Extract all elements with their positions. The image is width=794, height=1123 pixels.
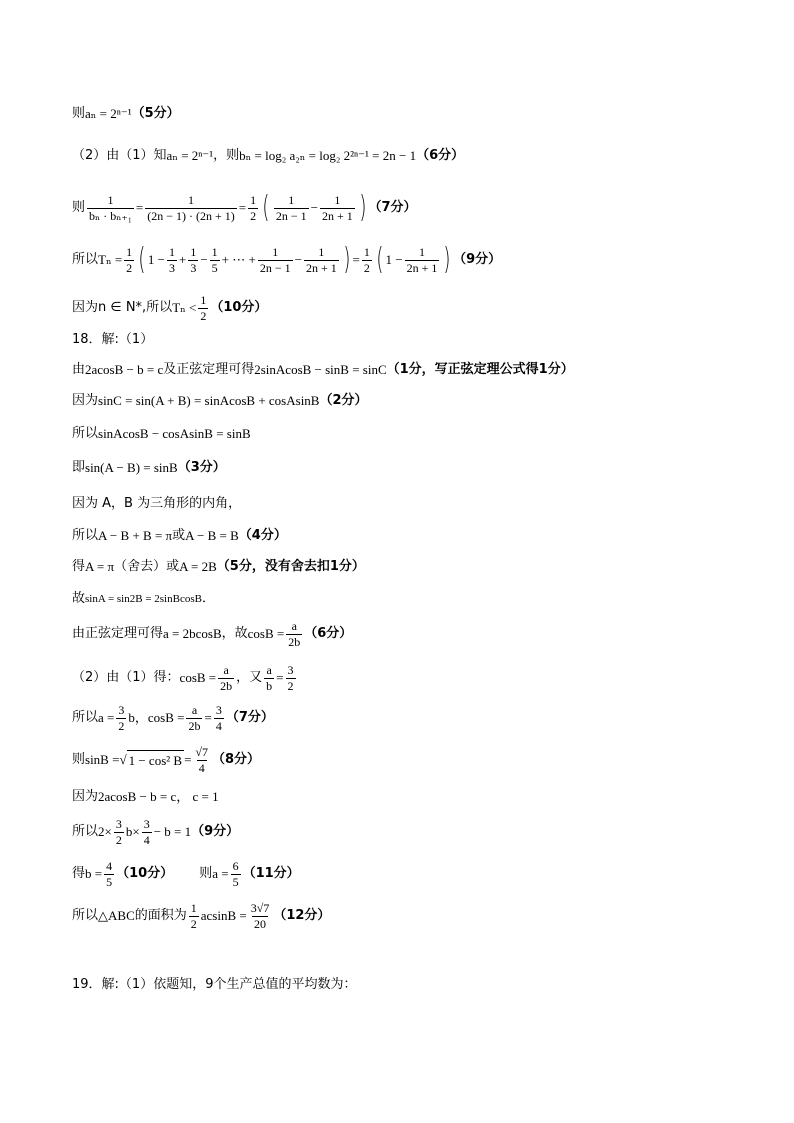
score: （5分）	[131, 106, 180, 121]
text: 所以	[72, 824, 99, 839]
q18-line-9	[72, 616, 352, 652]
fraction: $\frac{1}{2n - 1}$	[259, 244, 291, 275]
fraction: $\frac{4}{5}$	[106, 858, 113, 889]
text: 因为	[72, 789, 99, 804]
equals: =	[204, 710, 212, 725]
q18-part2-line-6	[72, 856, 300, 892]
score: （11分）	[242, 866, 300, 881]
math: a =	[98, 710, 115, 725]
score: （5分，没有舍去扣1分）	[216, 559, 365, 574]
text: 由	[72, 362, 86, 377]
math: − b = 1	[153, 824, 192, 839]
minus: −	[200, 252, 208, 267]
math: 1 −	[385, 252, 403, 267]
text: 因为 A，B 为三角形的内角，	[72, 496, 242, 511]
score: （7分）	[368, 200, 417, 215]
equals: =	[184, 752, 192, 767]
math: bₙ = log₂ a₂ₙ = log₂ 2²ⁿ⁻¹ = 2n − 1	[239, 148, 417, 163]
fraction: $\frac{1}{2n + 1}$	[321, 192, 353, 223]
fraction: $\frac{3}{4}$	[215, 702, 222, 733]
math: cosB =	[179, 670, 217, 685]
minus: −	[294, 252, 302, 267]
text: 所以	[72, 528, 99, 543]
score: （2分）	[319, 393, 368, 408]
equals: =	[276, 670, 284, 685]
text: ，故	[221, 626, 248, 641]
plus: +	[178, 252, 187, 267]
q18-line-4	[72, 458, 226, 478]
text: 得	[72, 559, 86, 574]
q18-part2-line-4	[72, 787, 219, 807]
q18-part2-line-2	[72, 700, 274, 736]
line-tn-sum	[72, 240, 501, 280]
math: △ABC	[98, 908, 135, 923]
fraction: $\frac{1}{2}$	[126, 244, 133, 275]
math: b =	[85, 866, 103, 881]
paren: (	[262, 190, 270, 225]
text: （2）由（1）知	[72, 148, 167, 163]
math: 2acosB − b = c， c = 1	[98, 789, 219, 804]
text: 所以	[72, 252, 99, 267]
fraction: $\frac{3√7}{20}$	[250, 900, 270, 931]
math: b，	[128, 710, 148, 725]
question-19-heading	[72, 975, 356, 995]
equals: =	[352, 252, 360, 267]
score: （6分）	[416, 148, 465, 163]
score: （7分）	[225, 710, 274, 725]
text: 所以	[72, 426, 99, 441]
math: aₙ = 2ⁿ⁻¹	[85, 106, 132, 121]
math: 2×	[98, 824, 112, 839]
text: （2）由（1）得：	[72, 670, 180, 685]
text: 的面积为	[134, 908, 187, 923]
paren: )	[343, 242, 351, 277]
math: b×	[125, 824, 140, 839]
fraction: $\frac{1}{2}$	[200, 292, 207, 323]
fraction: $\frac{1}{2n + 1}$	[305, 244, 337, 275]
sqrt-sign: √	[119, 752, 127, 767]
math: a = 2bcosB	[163, 626, 222, 641]
score: （10分）	[116, 866, 174, 881]
paren: (	[138, 242, 146, 277]
text: 由正弦定理可得	[72, 626, 164, 641]
text: 因为	[72, 393, 99, 408]
q18-part2-line-7	[72, 897, 330, 935]
q18-line-1	[72, 360, 574, 380]
text: 及正弦定理可得	[163, 362, 255, 377]
fraction: $\frac{1}{5}$	[211, 244, 218, 275]
fraction: $\frac{1}{2}$	[250, 192, 257, 223]
score: （12分）	[273, 908, 331, 923]
q18-part2-line-1	[72, 660, 298, 696]
paren: (	[376, 242, 384, 277]
q18-line-2	[72, 391, 368, 411]
fraction: $\frac{√7}{4}$	[195, 744, 209, 775]
math: A = π	[85, 559, 115, 574]
fraction: $\frac{1}{3}$	[168, 244, 175, 275]
fraction: $\frac{3}{2}$	[115, 816, 122, 847]
math: sinC = sin(A + B) = sinAcosB + cosAsinB	[98, 393, 320, 408]
fraction: $\frac{1}{2n + 1}$	[406, 244, 438, 275]
question-18-heading	[72, 330, 153, 350]
text: 则	[72, 106, 86, 121]
math: sinB =	[85, 752, 120, 767]
math: cosB =	[247, 626, 285, 641]
q18-line-5	[72, 494, 241, 514]
score: （1分，写正弦定理公式得1分）	[386, 362, 574, 377]
text: 因为n ∈ N*,所以	[72, 300, 173, 315]
text: ．	[201, 591, 215, 606]
text: （舍去）或	[114, 559, 180, 574]
math: cosB =	[147, 710, 185, 725]
sqrt-content: 1 − cos² B	[127, 750, 184, 771]
math: sinAcosB − cosAsinB = sinB	[98, 426, 251, 441]
math: A − B + B = π	[98, 528, 173, 543]
line-b-n	[72, 146, 464, 166]
fraction: $\frac{a}{2b}$	[188, 702, 201, 733]
fraction: $\frac{1}{2n - 1}$	[275, 192, 307, 223]
paren: )	[359, 190, 367, 225]
score: （9分）	[453, 252, 502, 267]
heading: 19．解:（1）依题知，9个生产总值的平均数为：	[72, 977, 357, 992]
q18-part2-line-3	[72, 742, 260, 778]
minus: −	[310, 200, 318, 215]
paren: )	[443, 242, 451, 277]
q18-part2-line-5	[72, 814, 239, 850]
math: Tₙ =	[98, 252, 123, 267]
equals: =	[135, 200, 144, 215]
ellipsis: + ⋯ +	[221, 252, 256, 267]
q18-line-8	[72, 589, 215, 609]
heading: 18．解:（1）	[72, 332, 154, 347]
fraction: $\frac{3}{2}$	[118, 702, 125, 733]
text: 得	[72, 866, 86, 881]
math: 2acosB − b = c	[85, 362, 164, 377]
math: Tₙ <	[172, 300, 197, 315]
text: 所以	[72, 710, 99, 725]
math: A = 2B	[179, 559, 217, 574]
fraction: $\frac{1}{2}$	[363, 244, 370, 275]
score: （9分）	[191, 824, 240, 839]
text: ，则	[213, 148, 240, 163]
fraction: $\frac{a}{b}$	[266, 662, 273, 693]
score: （8分）	[212, 752, 261, 767]
line-a-n	[72, 104, 180, 124]
text: ，又	[236, 670, 263, 685]
fraction: $\frac{6}{5}$	[232, 858, 239, 889]
math: a =	[212, 866, 229, 881]
score: （10分）	[210, 300, 268, 315]
fraction: $\frac{a}{2b}$	[288, 618, 301, 649]
text: 则	[199, 866, 213, 881]
score: （6分）	[304, 626, 353, 641]
math: acsinB =	[200, 908, 247, 923]
fraction: $\frac{3}{4}$	[143, 816, 150, 847]
fraction: $\frac{a}{2b}$	[220, 662, 233, 693]
line-tn-bound	[72, 290, 267, 326]
math: A − B = B	[185, 528, 239, 543]
text: 即	[72, 460, 86, 475]
fraction: $\frac{1}{(2n - 1) \cdot (2n + 1)}$	[147, 192, 235, 223]
math: 2sinAcosB − sinB = sinC	[254, 362, 387, 377]
text: 所以	[72, 908, 99, 923]
math: sin(A − B) = sinB	[85, 460, 178, 475]
fraction: $\frac{1}{\text{bₙ · bₙ₊₁}}$	[89, 192, 132, 223]
q18-line-6	[72, 526, 287, 546]
text: 则	[72, 200, 86, 215]
fraction: $\frac{3}{2}$	[287, 662, 294, 693]
math: aₙ = 2ⁿ⁻¹	[166, 148, 214, 163]
text: 则	[72, 752, 86, 767]
math: sinA = sin2B = 2sinBcosB	[85, 593, 202, 605]
q18-line-3	[72, 424, 251, 444]
score: （4分）	[238, 528, 287, 543]
line-partial-fraction	[72, 188, 417, 228]
text: 或	[172, 528, 186, 543]
math: 1 −	[147, 252, 165, 267]
fraction: $\frac{1}{3}$	[190, 244, 197, 275]
q18-line-7	[72, 557, 365, 577]
text: 故	[72, 591, 86, 606]
score: （3分）	[177, 460, 226, 475]
fraction: $\frac{1}{2}$	[190, 900, 197, 931]
equals: =	[238, 200, 247, 215]
